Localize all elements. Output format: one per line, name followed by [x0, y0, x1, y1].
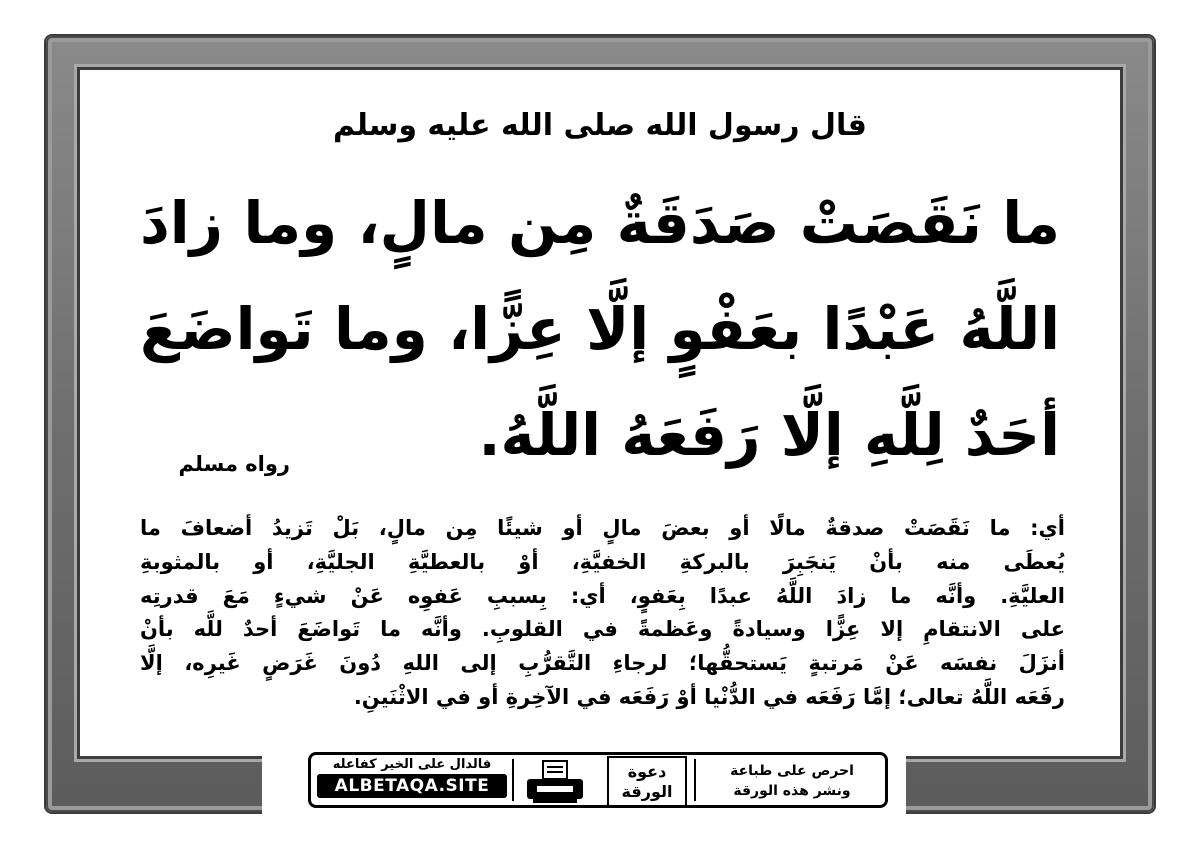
logo-line1: دعوة — [627, 762, 667, 781]
explanation-line: يُعطَى منه بأنْ يَنجَبِرَ بالبركةِ الخفيَّةِ، أوْ بالعطيَّةِ الجليَّةِ، أو بالمثوبةِ — [140, 549, 1065, 574]
hadith-text — [140, 170, 1060, 488]
footer-note-line1: احرص على طباعة — [730, 763, 854, 779]
explanation-text — [140, 512, 1065, 715]
explanation-line: أي: ما نَقَصَتْ صدقةٌ مالًا أو بعضَ مالٍ أو شيئًا مِن مالٍ، بَلْ تَزيدُ أضعافَ ما — [140, 516, 1065, 540]
logo-line2: الورقة — [621, 782, 673, 801]
explanation-line: العليَّةِ. وأنَّه ما زادَ اللَّهُ عبدًا بِعَفوٍ، أي: بِسببِ عَفوِه عَنْ شيءٍ مَعَ قدرتِه — [140, 583, 1065, 608]
hadith-intro: قال رسول الله صلى الله عليه وسلم — [333, 108, 867, 143]
printer-icon — [523, 759, 587, 805]
dawah-logo — [607, 756, 687, 808]
explanation-line: على الانتقامِ إلا عِزًّا وسيادةً وعَظمةً في القلوبِ. وأنَّه ما تَواضَعَ أحدٌ للَّه بأنْ — [140, 617, 1065, 642]
footer-site-link[interactable]: ALBETAQA.SITE — [317, 774, 507, 798]
explanation-line: أنزَلَ نفسَه عَنْ مَرتبةٍ يَستحقُّها؛ لرجاءِ التَّقرُّبِ إلى اللهِ دُونَ غَرَضٍ غَيرِه، إلَّا — [140, 651, 1065, 676]
footer-slogan: فالدال على الخير كفاعله — [332, 757, 492, 772]
hadith-line: اللَّهُ عَبْدًا بعَفْوٍ إلَّا عِزًّا، وما تَواضَعَ — [140, 295, 1060, 363]
hadith-line: ما نَقَصَتْ صَدَقَةٌ مِن مالٍ، وما زادَ — [140, 189, 1060, 257]
footer-note-line2: ونشر هذه الورقة — [733, 783, 851, 799]
footer-note — [707, 761, 877, 801]
hadith-source: رواه مسلم — [178, 452, 290, 476]
footer-banner — [308, 752, 888, 808]
hadith-line: أحَدٌ لِلَّهِ إلَّا رَفَعَهُ اللَّهُ. — [478, 401, 1060, 469]
footer-site-block — [317, 757, 507, 798]
explanation-line: رفَعَه اللَّهُ تعالى؛ إمَّا رَفَعَه في الدُّنْيا أوْ رَفَعَه في الآخِرةِ أو في الاثْنَينِ. — [353, 684, 1065, 709]
